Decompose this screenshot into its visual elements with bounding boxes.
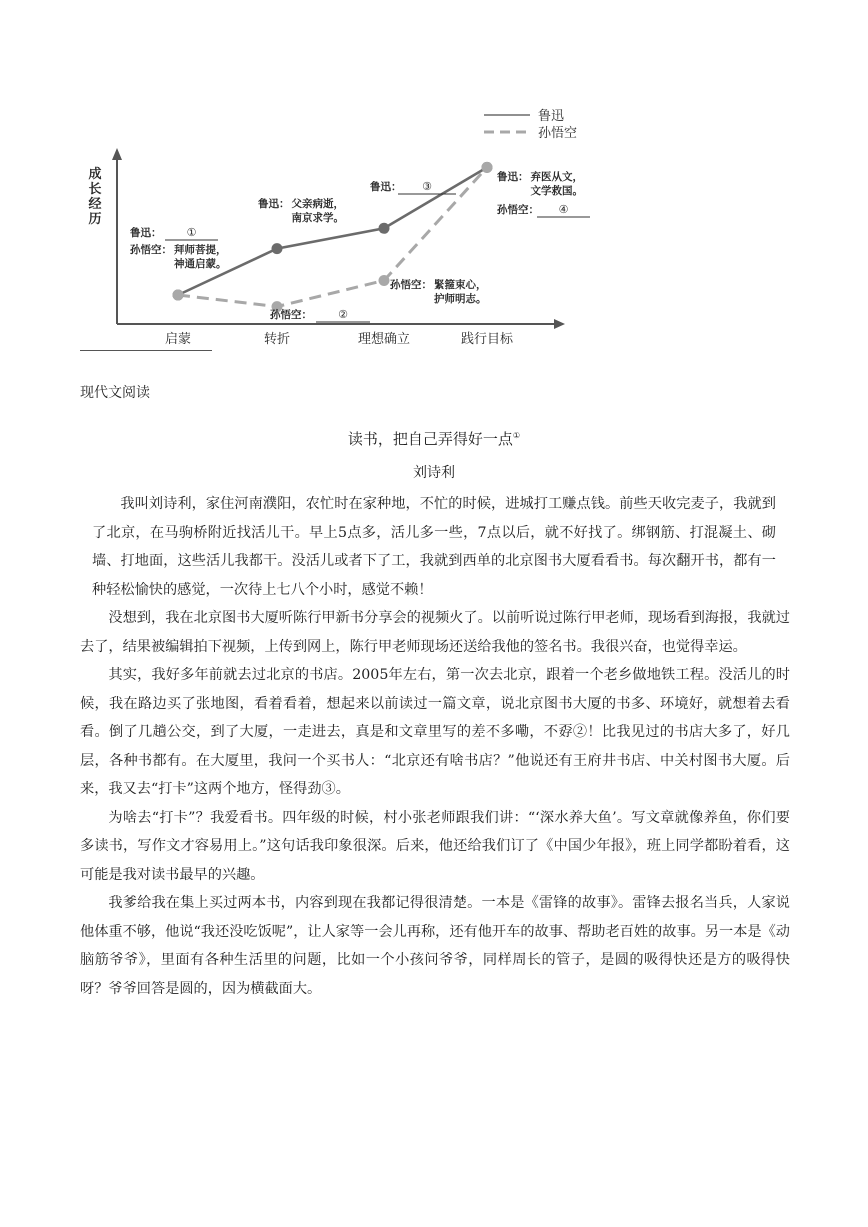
x-tick-label: 践行目标: [460, 332, 514, 347]
answer-blank-number: ③: [422, 180, 432, 193]
x-tick-label: 转折: [263, 332, 291, 347]
annotation-text: [130, 243, 227, 270]
y-axis-arrow: [112, 148, 122, 160]
y-axis-label-char: 成: [88, 167, 102, 182]
annotation-speaker: 鲁迅：: [258, 198, 290, 210]
annotation-text: 弃医从文，: [530, 171, 583, 183]
y-axis-label-char: 经: [88, 197, 102, 212]
article-title: [0, 428, 868, 449]
annotation-text: 拜师菩提，: [174, 244, 227, 256]
legend-label: 鲁迅: [538, 109, 565, 124]
section-title: 现代文阅读: [80, 385, 150, 401]
x-tick-label: 启蒙: [164, 332, 192, 347]
annotation-text: [390, 278, 487, 305]
annotation-text: 緊箍束心，: [434, 279, 487, 291]
data-point: [482, 162, 493, 173]
x-axis-tick-labels: [165, 331, 514, 347]
data-point: [379, 223, 390, 234]
article-body: [80, 490, 790, 1003]
annotation-text: [496, 170, 583, 197]
annotation-text: 父亲病逝，: [291, 198, 344, 210]
paragraph: 其实，我好多年前就去过北京的书店。2005年左右，第一次去北京，跟着一个老乡做地铁工程。没活儿的时候，我在路边买了张地图，看着看着，想起来以前读过一篇文章，说北京图书大厦的书多、环境好，就想着去看看。倒了几趟公交，到了大厦，一走进去，真是和文章里写的差不多嘞，不孬②！比我见过的书店大多了，好几层，各种书都有。在大厦里，我问一个买书人：“北京还有啥书店？”他说还有王府井书店、中关村图书大厦。后来，我又去“打卡”这两个地方，怪得劲③。: [80, 667, 790, 797]
annotation-text: [257, 197, 344, 224]
annotation-speaker: 孙悟空：: [270, 309, 312, 321]
annotation-text: 文学救国。: [530, 185, 583, 197]
paragraph: 我爹给我在集上买过两本书，内容到现在我都记得很清楚。一本是《雷锋的故事》。雷锋去报名当兵，人家说他体重不够，他说“我还没吃饭呢”，让人家等一会儿再称，还有他开车的故事、帮助老百姓的故事。另一本是《动脑筋爷爷》，里面有各种生活里的问题，比如一个小孩问爷爷，同样周长的管子，是圆的吸得快还是方的吸得快呀？爷爷回答是圆的，因为横截面大。: [80, 895, 790, 997]
growth-chart: [0, 0, 868, 360]
annotation-blank: [270, 308, 370, 322]
article-title-text: 读书，把自己弄得好一点: [347, 430, 513, 448]
y-axis-label-char: 长: [88, 182, 102, 197]
y-axis-label: [88, 166, 101, 227]
chart-legend: [484, 109, 577, 141]
answer-blank-number: ②: [338, 308, 348, 321]
paragraph: 我叫刘诗利，家住河南濮阳，农忙时在家种地，不忙的时候，进城打工赚点钱。前些天收完麦子，我就到了北京，在马驹桥附近找活儿干。早上5点多，活儿多一些，7点以后，就不好找了。绑钢筋、打混凝土、砌墙、打地面，这些活儿我都干。没活儿或者下了工，我就到西单的北京图书大厦看看书。每次翻开书，都有一种轻松愉快的感觉，一次待上七八个小时，感觉不赖！: [92, 496, 776, 598]
paragraph: 没想到，我在北京图书大厦听陈行甲新书分享会的视频火了。以前听说过陈行甲老师，现场看到海报，我就过去了，结果被编辑拍下视频，上传到网上，陈行甲老师现场还送给我他的签名书。我很兴奋，也觉得幸运。: [80, 610, 790, 655]
paragraph: 为啥去“打卡”？我爱看书。四年级的时候，村小张老师跟我们讲：“‘深水养大鱼’。写文章就像养鱼，你们要多读书，写作文才容易用上。”这句话我印象很深。后来，他还给我们订了《中国少年报》，班上同学都盼着看，这可能是我对读书最早的兴趣。: [80, 809, 790, 883]
data-point: [272, 243, 283, 254]
x-tick-label: 理想确立: [357, 332, 411, 347]
x-axis-arrow: [554, 319, 565, 329]
annotation-speaker: 鲁迅：: [370, 181, 402, 193]
annotation-blank: [497, 203, 590, 217]
data-point: [173, 290, 184, 301]
title-footnote-mark: ①: [512, 431, 521, 440]
y-axis-label-char: 历: [88, 212, 102, 227]
annotation-text: 南京求学。: [291, 212, 344, 224]
article-author: 刘诗利: [413, 465, 455, 481]
answer-blank-number: ①: [186, 226, 197, 239]
annotation-speaker: 孙悟空：: [497, 204, 539, 216]
series-line-鲁迅: [178, 167, 487, 295]
separator-rule: [80, 350, 212, 351]
annotation-speaker: 鲁迅：: [497, 171, 529, 183]
annotation-text: 护师明志。: [434, 293, 487, 305]
annotation-blank: [369, 180, 456, 194]
answer-blank-number: ④: [558, 203, 569, 216]
data-point: [379, 275, 390, 286]
annotation-speaker: 孙悟空：: [130, 244, 172, 256]
annotation-blank: [129, 226, 218, 240]
annotation-speaker: 鲁迅：: [130, 227, 162, 239]
legend-label: 孙悟空: [538, 126, 578, 141]
annotation-text: 神通启蒙。: [174, 258, 227, 270]
annotation-speaker: 孙悟空：: [390, 279, 432, 291]
chart-annotations: [129, 170, 590, 322]
